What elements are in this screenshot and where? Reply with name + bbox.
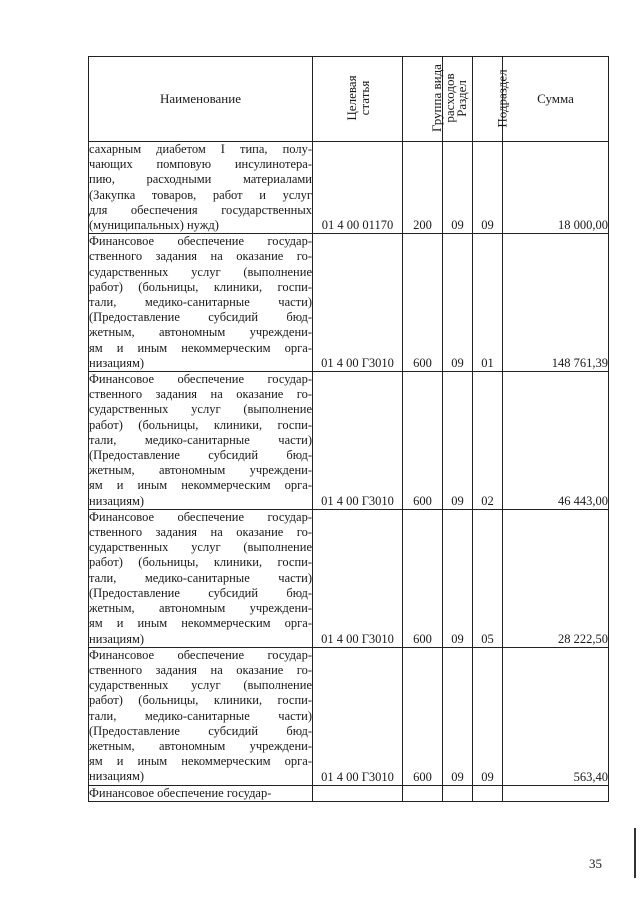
row-group: 200 <box>403 142 443 234</box>
row-name-line: сударственных услуг (выполнение <box>89 264 312 279</box>
header-subsection <box>473 57 510 142</box>
header-sum: Сумма <box>503 57 609 142</box>
row-subsection: 09 <box>473 142 503 234</box>
row-sum: 18 000,00 <box>503 142 609 234</box>
row-name-line: ственного задания на оказание го- <box>89 662 312 677</box>
row-name <box>89 509 313 647</box>
table-row <box>89 647 609 785</box>
row-name-line: тали, медико-санитарные части) <box>89 432 312 447</box>
header-name: Наименование <box>89 57 313 142</box>
row-target <box>313 785 403 801</box>
row-group <box>403 785 443 801</box>
row-group: 600 <box>403 234 443 372</box>
row-name-line: жетным, автономным учреждени- <box>89 601 312 616</box>
row-name-line: жетным, автономным учреждени- <box>89 463 312 478</box>
row-name-text <box>89 786 312 801</box>
row-name-line: чающих помповую инсулинотера- <box>89 157 312 172</box>
row-target: 01 4 00 Г3010 <box>313 509 403 647</box>
row-group: 600 <box>403 509 443 647</box>
row-name <box>89 234 313 372</box>
row-target: 01 4 00 Г3010 <box>313 647 403 785</box>
row-name-line: (Закупка товаров, работ и услуг <box>89 187 312 202</box>
row-sum: 46 443,00 <box>503 372 609 510</box>
row-name-line: Финансовое обеспечение государ- <box>89 234 312 249</box>
row-name-line: (муниципальных) нужд) <box>89 218 219 233</box>
row-name-line: ям и иным некоммерческим орга- <box>89 340 312 355</box>
row-name-line: тали, медико-санитарные части) <box>89 570 312 585</box>
table-row <box>89 142 609 234</box>
row-subsection <box>473 785 503 801</box>
row-name-text <box>89 510 312 647</box>
header-group-label: Группа вида расходов <box>429 64 457 132</box>
row-name-line: ственного задания на оказание го- <box>89 387 312 402</box>
row-target: 01 4 00 Г3010 <box>313 372 403 510</box>
row-name-line: работ) (больницы, клиники, госпи- <box>89 555 312 570</box>
row-section: 09 <box>443 509 473 647</box>
table-row <box>89 785 609 801</box>
row-sum: 148 761,39 <box>503 234 609 372</box>
header-target-label: Целевая статья <box>343 75 372 121</box>
table-body <box>89 142 609 802</box>
table-row <box>89 234 609 372</box>
header-subsection-label: Подраздел <box>494 69 510 128</box>
row-name <box>89 372 313 510</box>
row-name <box>89 647 313 785</box>
budget-table <box>88 56 609 802</box>
page-number: 35 <box>589 856 602 871</box>
row-subsection: 09 <box>473 647 503 785</box>
row-name-line: работ) (больницы, клиники, госпи- <box>89 693 312 708</box>
row-name-line: сударственных услуг (выполнение <box>89 540 312 555</box>
row-name-line: работ) (больницы, клиники, госпи- <box>89 279 312 294</box>
row-subsection: 01 <box>473 234 503 372</box>
row-name-line: ственного задания на оказание го- <box>89 525 312 540</box>
row-target: 01 4 00 Г3010 <box>313 234 403 372</box>
row-sum: 563,40 <box>503 647 609 785</box>
table-row <box>89 509 609 647</box>
row-name-line: Финансовое обеспечение государ- <box>89 785 272 800</box>
table-header-row <box>89 57 609 142</box>
row-name-line: низациям) <box>89 355 145 370</box>
row-section: 09 <box>443 647 473 785</box>
row-name-line: тали, медико-санитарные части) <box>89 708 312 723</box>
row-name-line: тали, медико-санитарные части) <box>89 295 312 310</box>
row-subsection: 02 <box>473 372 503 510</box>
header-group <box>403 57 457 142</box>
row-name-line: (Предоставление субсидий бюд- <box>89 310 312 325</box>
header-section-label: Раздел <box>453 80 469 117</box>
row-name-line: Финансовое обеспечение государ- <box>89 647 312 662</box>
row-section: 09 <box>443 142 473 234</box>
row-name <box>89 142 313 234</box>
row-section: 09 <box>443 372 473 510</box>
row-name-line: работ) (больницы, клиники, госпи- <box>89 417 312 432</box>
row-name-line: для обеспечения государственных <box>89 202 312 217</box>
header-target <box>313 57 403 142</box>
row-group: 600 <box>403 647 443 785</box>
row-section <box>443 785 473 801</box>
row-name-line: сударственных услуг (выполнение <box>89 402 312 417</box>
row-subsection: 05 <box>473 509 503 647</box>
row-name-line: ям и иным некоммерческим орга- <box>89 616 312 631</box>
row-name-line: (Предоставление субсидий бюд- <box>89 448 312 463</box>
row-name-line: ственного задания на оказание го- <box>89 249 312 264</box>
row-name-line: низациям) <box>89 493 145 508</box>
row-name-line: (Предоставление субсидий бюд- <box>89 723 312 738</box>
row-name-text <box>89 372 312 509</box>
row-name-line: сахарным диабетом I типа, полу- <box>89 142 312 156</box>
row-section: 09 <box>443 234 473 372</box>
row-name-line: ям и иным некоммерческим орга- <box>89 478 312 493</box>
row-name-line: жетным, автономным учреждени- <box>89 325 312 340</box>
row-name-line: жетным, автономным учреждени- <box>89 738 312 753</box>
row-name-line: пию, расходными материалами <box>89 172 312 187</box>
row-name-line: ям и иным некоммерческим орга- <box>89 754 312 769</box>
row-target: 01 4 00 01170 <box>313 142 403 234</box>
row-name <box>89 785 313 801</box>
scan-edge-mark <box>634 828 636 878</box>
row-name-text <box>89 142 312 233</box>
row-name-line: сударственных услуг (выполнение <box>89 678 312 693</box>
row-name-line: низациям) <box>89 769 145 784</box>
row-name-text <box>89 234 312 371</box>
row-sum <box>503 785 609 801</box>
row-name-line: (Предоставление субсидий бюд- <box>89 585 312 600</box>
row-name-text <box>89 648 312 785</box>
row-name-line: низациям) <box>89 631 145 646</box>
table-row <box>89 372 609 510</box>
row-group: 600 <box>403 372 443 510</box>
row-sum: 28 222,50 <box>503 509 609 647</box>
row-name-line: Финансовое обеспечение государ- <box>89 372 312 387</box>
row-name-line: Финансовое обеспечение государ- <box>89 509 312 524</box>
